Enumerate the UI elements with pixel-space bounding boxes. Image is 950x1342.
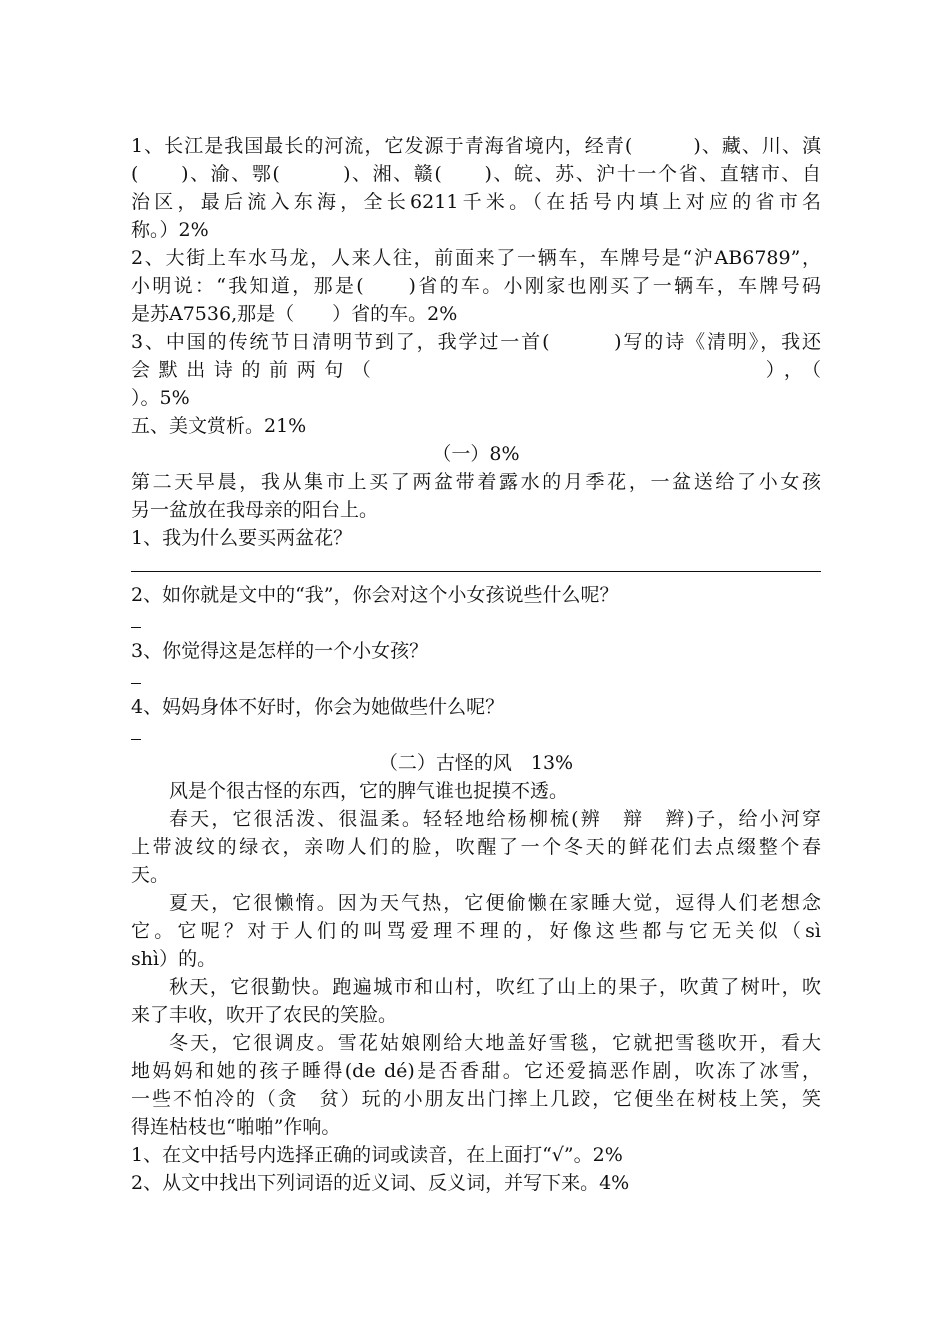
answer-line-3[interactable] [131, 665, 821, 693]
part-2-paragraph-3-line-1: 夏天，它很懒惰。因为天气热，它便偷懒在家睡大觉，逗得人们老想念 [169, 892, 821, 914]
answer-line-1[interactable] [131, 562, 821, 572]
answer-line-4[interactable] [131, 721, 821, 749]
part-2-question-1: 1、在文中括号内选择正确的词或读音，在上面打“√”。2% [131, 1144, 623, 1166]
part-2-question-2: 2、从文中找出下列词语的近义词、反义词，并写下来。4% [131, 1172, 630, 1194]
section-5-heading: 五、美文赏析。21% [131, 415, 307, 437]
q2-line-1: 2、大街上车水马龙，人来人往，前面来了一辆车，车牌号是“沪AB6789”， [131, 247, 821, 269]
q1-line-1: 1、长江是我国最长的河流，它发源于青海省境内，经青( )、藏、川、滇 [131, 135, 821, 157]
q3-line-3: ）。5% [131, 387, 190, 409]
q3-line-2: 会默出诗的前两句（ ），（ [131, 359, 821, 381]
part-2-paragraph-4-line-2: 来了丰收，吹开了农民的笑脸。 [131, 1004, 398, 1026]
part-1-question-4: 4、妈妈身体不好时，你会为她做些什么呢？ [131, 696, 505, 718]
part-2-paragraph-5-line-3: 一些不怕冷的（贪 贫）玩的小朋友出门摔上几跤，它便坐在树枝上笑，笑 [131, 1088, 821, 1110]
q2-line-3: 是苏A7536,那是（ ）省的车。2% [131, 303, 458, 325]
part-1-question-2: 2、如你就是文中的“我”，你会对这个小女孩说些什么呢？ [131, 584, 619, 606]
q2-line-2: 小明说：“我知道，那是( )省的车。小刚家也刚买了一辆车，车牌号码 [131, 275, 821, 297]
part-2-paragraph-3-line-2: 它。它呢？对于人们的叫骂爱理不理的，好像这些都与它无关似（sì [131, 920, 821, 942]
q1-line-2: ( )、渝、鄂( )、湘、赣( )、皖、苏、沪十一个省、直辖市、自 [131, 163, 821, 185]
part-2-paragraph-4-line-1: 秋天，它很勤快。跑遍城市和山村，吹红了山上的果子，吹黄了树叶，吹 [169, 976, 821, 998]
q1-line-3: 治区，最后流入东海，全长6211千米。（在括号内填上对应的省市名 [131, 191, 821, 213]
part-1-question-3: 3、你觉得这是怎样的一个小女孩？ [131, 640, 429, 662]
part-1-title: （一）8% [432, 443, 520, 465]
part-1-question-1: 1、我为什么要买两盆花？ [131, 527, 353, 549]
q3-line-1: 3、中国的传统节日清明节到了，我学过一首( )写的诗《清明》，我还 [131, 331, 821, 353]
part-2-paragraph-2-line-2: 上带波纹的绿衣，亲吻人们的脸，吹醒了一个冬天的鲜花们去点缀整个春 [131, 836, 821, 858]
part-2-paragraph-2-line-1: 春天，它很活泼、很温柔。轻轻地给杨柳梳(辨 辩 辫)子，给小河穿 [169, 808, 821, 830]
q1-line-4: 称。）2% [131, 219, 209, 241]
worksheet-page [131, 132, 821, 1197]
part-1-passage-line-1: 第二天早晨，我从集市上买了两盆带着露水的月季花，一盆送给了小女孩 [131, 471, 821, 493]
answer-line-2[interactable] [131, 609, 821, 637]
part-2-title: （二）古怪的风 13% [378, 752, 574, 774]
part-2-paragraph-5-line-4: 得连枯枝也“啪啪”作响。 [131, 1116, 341, 1138]
part-2-paragraph-3-line-3: shì）的。 [131, 948, 217, 970]
part-2-paragraph-5-line-2: 地妈妈和她的孩子睡得(de dé)是否香甜。它还爱搞恶作剧，吹冻了冰雪， [131, 1060, 821, 1082]
part-1-passage-line-2: 另一盆放在我母亲的阳台上。 [131, 499, 379, 521]
part-2-paragraph-1: 风是个很古怪的东西，它的脾气谁也捉摸不透。 [169, 780, 569, 802]
part-2-paragraph-5-line-1: 冬天，它很调皮。雪花姑娘刚给大地盖好雪毯，它就把雪毯吹开，看大 [169, 1032, 821, 1054]
part-2-paragraph-2-line-3: 天。 [131, 864, 170, 886]
